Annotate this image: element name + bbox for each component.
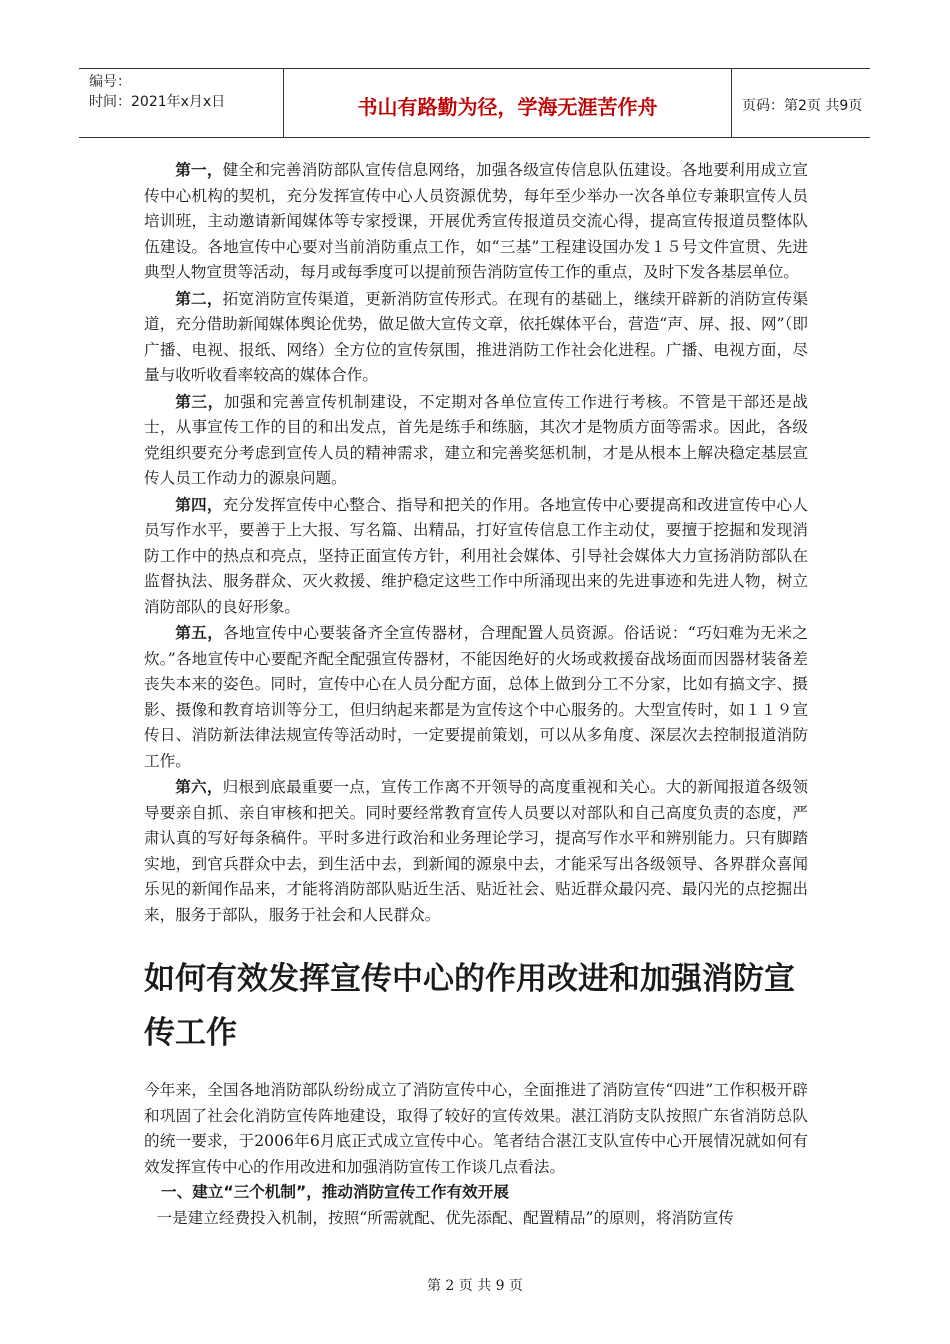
- paragraph-text: 健全和完善消防部队宣传信息网络，加强各级宣传信息队伍建设。各地要利用成立宣传中心机构的契机，充分发挥宣传中心人员资源优势，每年至少举办一次各单位专兼职宣传人员培训班，主动邀请新闻媒体等专家授课，开展优秀宣传报道员交流心得，提高宣传报道员整体队伍建设。各地宣传中心要对当前消防重点工作，如“三基”工程建设国办发１５号文件宣贯、先进典型人物宣贯等活动，每月或每季度可以提前预告消防宣传工作的重点，及时下发各基层单位。: [144, 161, 808, 281]
- document-time-label: 时间：2021年x月x日: [89, 94, 226, 110]
- paragraph-text: 加强和完善宣传机制建设，不定期对各单位宣传工作进行考核。不管是干部还是战士，从事宣传工作的目的和出发点，首先是练手和练脑，其次才是物质方面等需求。因此，各级党组织要充分考虑到宣传人员的精神需求，建立和完善奖惩机制，才是从根本上解决稳定基层宣传人员工作动力的源泉问题。: [144, 392, 808, 487]
- paragraph-6: [144, 774, 808, 928]
- paragraph-text: 拓宽消防宣传渠道，更新消防宣传形式。在现有的基础上，继续开辟新的消防宣传渠道，充分借助新闻媒体舆论优势，做足做大宣传文章，依托媒体平台，营造“声、屏、报、网”（即广播、电视、报纸、网络）全方位的宣传氛围，推进消防工作社会化进程。广播、电视方面，尽量与收听收看率较高的媒体合作。: [144, 289, 808, 384]
- paragraph-text: 充分发挥宣传中心整合、指导和把关的作用。各地宣传中心要提高和改进宣传中心人员写作水平，要善于上大报、写名篇、出精品，打好宣传信息工作主动仗，要擅于挖掘和发现消防工作中的热点和亮点，坚持正面宣传方针，利用社会媒体、引导社会媒体大力宣扬消防部队在监督执法、服务群众、灭火救援、维护稳定这些工作中所涌现出来的先进事迹和先进人物，树立消防部队的良好形象。: [144, 495, 808, 616]
- header-meta-cell: [79, 69, 284, 137]
- paragraph-1: [144, 157, 808, 286]
- paragraph-lead: 第五，: [175, 623, 224, 642]
- paragraph-5: [144, 620, 808, 774]
- paragraph-4: [144, 492, 808, 621]
- paragraph-2: [144, 286, 808, 389]
- section-text: 一是建立经费投入机制，按照“所需就配、优先添配、配置精品”的原则，将消防宣传: [156, 1208, 734, 1227]
- paragraph-lead: 第二，: [175, 288, 223, 308]
- page-header: [79, 68, 870, 138]
- header-motto-cell: [284, 69, 732, 137]
- article-title: 如何有效发挥宣传中心的作用改进和加强消防宣传工作: [144, 961, 795, 1051]
- article-intro: 今年来，全国各地消防部队纷纷成立了消防宣传中心，全面推进了消防宣传“四进”工作积极开辟和巩固了社会化消防宣传阵地建设，取得了较好的宣传效果。湛江消防支队按照广东省消防总队的统一要求，于2006年6月底正式成立宣传中心。笔者结合湛江支队宣传中心开展情况就如何有效发挥宣传中心的作用改进和加强消防宣传工作谈几点看法。: [144, 1081, 808, 1176]
- header-page-info: 页码：第2页 共9页: [742, 98, 863, 114]
- paragraph-lead: 第一，: [175, 160, 223, 179]
- paragraph-text: 归根到底最重要一点，宣传工作离不开领导的高度重视和关心。大的新闻报道各级领导要亲自抓、亲自审核和把关。同时要经常教育宣传人员要以对部队和自己高度负责的态度，严肃认真的写好每条稿件。平时多进行政治和业务理论学习，提高写作水平和辨别能力。只有脚踏实地，到官兵群众中去，到生活中去，到新闻的源泉中去，才能采写出各级领导、各界群众喜闻乐见的新闻作品来，才能将消防部队贴近生活、贴近社会、贴近群众最闪亮、最闪光的点挖掘出来，服务于部队，服务于社会和人民群众。: [144, 778, 808, 924]
- paragraph-lead: 第六，: [175, 777, 223, 796]
- header-page-cell: [732, 69, 870, 137]
- article-body: [144, 1078, 808, 1231]
- body-text: [144, 157, 808, 928]
- header-motto: 书山有路勤为径，学海无涯苦作舟: [357, 95, 658, 119]
- paragraph-text: 各地宣传中心要装备齐全宣传器材，合理配置人员资源。俗话说：“巧妇难为无米之炊。”各地宣传中心要配齐配全配强宣传器材，不能因绝好的火场或救援奋战场面而因器材装备差丧失本来的姿色。同时，宣传中心在人员分配方面，总体上做到分工不分家，比如有搞文字、摄影、摄像和教育培训等分工，但归纳起来都是为宣传这个中心服务的。大型宣传时，如１１９宣传日、消防新法律法规宣传等活动时，一定要提前策划，可以从多角度、深层次去控制报道消防工作。: [144, 624, 808, 770]
- paragraph-lead: 第四，: [175, 494, 223, 514]
- page-footer: 第 2 页 共 9 页: [426, 1278, 524, 1294]
- paragraph-3: [144, 389, 808, 492]
- paragraph-lead: 第三，: [175, 391, 224, 411]
- section-heading: 一、建立“三个机制”，推动消防宣传工作有效开展: [161, 1183, 509, 1201]
- document-number-label: 编号：: [89, 74, 131, 90]
